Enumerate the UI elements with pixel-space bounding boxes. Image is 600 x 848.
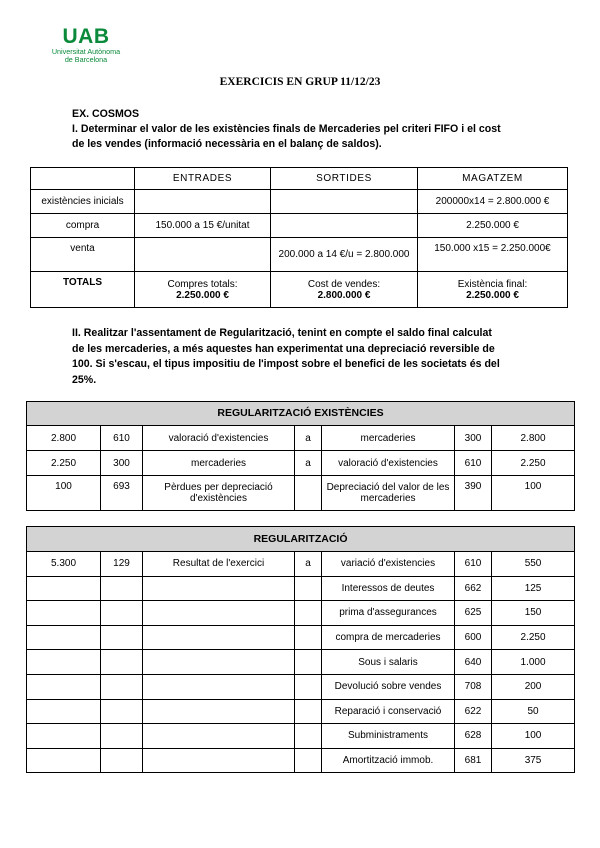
table-cell [271, 190, 418, 214]
page-title: EXERCICIS EN GRUP 11/12/23 [219, 76, 381, 88]
table-cell [101, 699, 143, 724]
table-row [31, 168, 568, 190]
table-cell [295, 650, 322, 675]
table-cell [27, 601, 101, 626]
table-row [31, 238, 568, 272]
table-row [27, 576, 575, 601]
table-cell: Depreciació del valor de les mercaderies [322, 476, 455, 511]
table-cell: 2.250 [492, 451, 575, 476]
table-cell: 300 [101, 451, 143, 476]
table-row [27, 601, 575, 626]
table-cell [27, 724, 101, 749]
section2-line1: II. Realitzar l'assentament de Regularització, tenint en compte el saldo final calculat [72, 327, 492, 339]
logo-line1: Universitat Autònoma [51, 47, 121, 56]
table-row [27, 674, 575, 699]
table-cell [143, 625, 295, 650]
table-cell [27, 674, 101, 699]
table-cell [27, 576, 101, 601]
table-cell [101, 625, 143, 650]
table-cell [101, 748, 143, 773]
table-cell [27, 625, 101, 650]
table-row [31, 214, 568, 238]
table-cell: Amortització immob. [322, 748, 455, 773]
regularitzacio-table [26, 526, 575, 773]
table-cell: a [295, 451, 322, 476]
table-cell: 693 [101, 476, 143, 511]
table-cell: 708 [455, 674, 492, 699]
table-cell [295, 724, 322, 749]
table-cell: Subministraments [322, 724, 455, 749]
table-row [27, 451, 575, 476]
table-cell: 390 [455, 476, 492, 511]
table-cell: 625 [455, 601, 492, 626]
table-header: MAGATZEM [418, 168, 568, 190]
table-cell [101, 724, 143, 749]
section1-text [72, 107, 542, 152]
table-cell [135, 190, 271, 214]
table-cell: 622 [455, 699, 492, 724]
table-cell [27, 699, 101, 724]
table-header: ENTRADES [135, 168, 271, 190]
totals-entrades-value: 2.250.000 € [176, 289, 229, 301]
totals-magatzem-value: 2.250.000 € [466, 289, 519, 301]
table-cell [295, 476, 322, 511]
table-cell: 150 [492, 601, 575, 626]
table-cell: 600 [455, 625, 492, 650]
table-cell [101, 601, 143, 626]
table-cell: variació d'existencies [322, 552, 455, 577]
totals-magatzem-label: Existència final: [457, 278, 528, 290]
table-cell [295, 699, 322, 724]
table-cell: 100 [492, 724, 575, 749]
table-cell: 200.000 a 14 €/u = 2.800.000 [271, 238, 418, 272]
table-cell: Resultat de l'exercici [143, 552, 295, 577]
table-cell: Sous i salaris [322, 650, 455, 675]
table-cell [27, 650, 101, 675]
totals-sortides-label: Cost de vendes: [307, 278, 381, 290]
table-header-row [27, 402, 575, 426]
table-cell: 610 [455, 552, 492, 577]
table-row [27, 748, 575, 773]
table-cell: 681 [455, 748, 492, 773]
table-cell [135, 238, 271, 272]
table-cell: 129 [101, 552, 143, 577]
section2-line4: 25%. [72, 373, 97, 386]
section2-line3: 100. Si s'escau, el tipus impositiu de l'impost sobre el benefici de les societats és del [72, 358, 500, 370]
table-header-row [27, 527, 575, 552]
table-cell: 2.800 [27, 426, 101, 451]
table-cell: compra [31, 214, 135, 238]
table-cell [101, 650, 143, 675]
table-cell [135, 272, 271, 308]
table-cell: Pèrdues per depreciació d'existències [143, 476, 295, 511]
table-cell: compra de mercaderies [322, 625, 455, 650]
table-cell [418, 272, 568, 308]
table-cell: 628 [455, 724, 492, 749]
table-cell: 550 [492, 552, 575, 577]
table-cell [27, 748, 101, 773]
table-cell: 300 [455, 426, 492, 451]
table-cell: 610 [455, 451, 492, 476]
table-cell: 2.250.000 € [418, 214, 568, 238]
table-row [31, 190, 568, 214]
table-cell: 662 [455, 576, 492, 601]
table-cell: 375 [492, 748, 575, 773]
table-row [27, 476, 575, 511]
table-row [27, 426, 575, 451]
table-cell: valoració d'existencies [322, 451, 455, 476]
table-cell [295, 625, 322, 650]
table-cell [143, 601, 295, 626]
table-cell: a [295, 426, 322, 451]
table-cell: 5.300 [27, 552, 101, 577]
totals-entrades-label: Compres totals: [167, 278, 238, 290]
logo-brand: UAB [62, 25, 110, 48]
table-cell [295, 576, 322, 601]
table-cell: 1.000 [492, 650, 575, 675]
table-cell [271, 214, 418, 238]
table-cell: mercaderies [322, 426, 455, 451]
section2-line2: de les mercaderies, a més aquestes han experimentat una depreciació reversible de [72, 342, 495, 355]
table-cell: 2.800 [492, 426, 575, 451]
table-cell: valoració d'existencies [143, 426, 295, 451]
table-row [27, 724, 575, 749]
table-cell: 200 [492, 674, 575, 699]
table-cell [143, 576, 295, 601]
table-cell: venta [31, 238, 135, 272]
table-cell [295, 601, 322, 626]
table-cell [143, 748, 295, 773]
table-cell [143, 650, 295, 675]
table-cell [101, 674, 143, 699]
table-cell: a [295, 552, 322, 577]
table-cell: 150.000 x15 = 2.250.000€ [418, 238, 568, 272]
table-cell: Devolució sobre vendes [322, 674, 455, 699]
table-cell [143, 724, 295, 749]
table-title: REGULARITZACIÓ EXISTÈNCIES [27, 402, 575, 426]
table-cell: 610 [101, 426, 143, 451]
table-cell: Interessos de deutes [322, 576, 455, 601]
table-cell: TOTALS [31, 272, 135, 308]
section1-heading: EX. COSMOS [72, 108, 140, 120]
regularitzacio-existencies-table [26, 401, 575, 511]
table-title: REGULARITZACIÓ [27, 527, 575, 552]
table-cell: 125 [492, 576, 575, 601]
table-cell [143, 674, 295, 699]
uab-logo [36, 26, 136, 64]
table-cell [143, 699, 295, 724]
table-cell: 200000x14 = 2.800.000 € [418, 190, 568, 214]
table-cell: 100 [492, 476, 575, 511]
table-cell: existències inicials [31, 190, 135, 214]
table-cell: 150.000 a 15 €/unitat [135, 214, 271, 238]
totals-sortides-value: 2.800.000 € [317, 289, 371, 301]
table-cell [31, 168, 135, 190]
table-cell [101, 576, 143, 601]
table-row [27, 699, 575, 724]
table-cell: 2.250 [27, 451, 101, 476]
logo-line2: de Barcelona [64, 55, 108, 64]
table-row [27, 650, 575, 675]
table-row [27, 625, 575, 650]
table-cell: mercaderies [143, 451, 295, 476]
table-cell [295, 674, 322, 699]
section1-line2: de les vendes (informació necessària en el balanç de saldos). [72, 138, 382, 150]
table-cell [271, 272, 418, 308]
section1-line1: I. Determinar el valor de les existències finals de Mercaderies pel criteri FIFO i el cost [72, 123, 501, 135]
table-header: SORTIDES [271, 168, 418, 190]
table-cell: Reparació i conservació [322, 699, 455, 724]
table-cell: 100 [27, 476, 101, 511]
table-cell: prima d'assegurances [322, 601, 455, 626]
table-cell: 50 [492, 699, 575, 724]
section2-text [72, 326, 542, 388]
table-row [27, 552, 575, 577]
table-cell [295, 748, 322, 773]
table-cell: 640 [455, 650, 492, 675]
table-row [31, 272, 568, 308]
fifo-table [30, 167, 568, 308]
table-cell: 2.250 [492, 625, 575, 650]
